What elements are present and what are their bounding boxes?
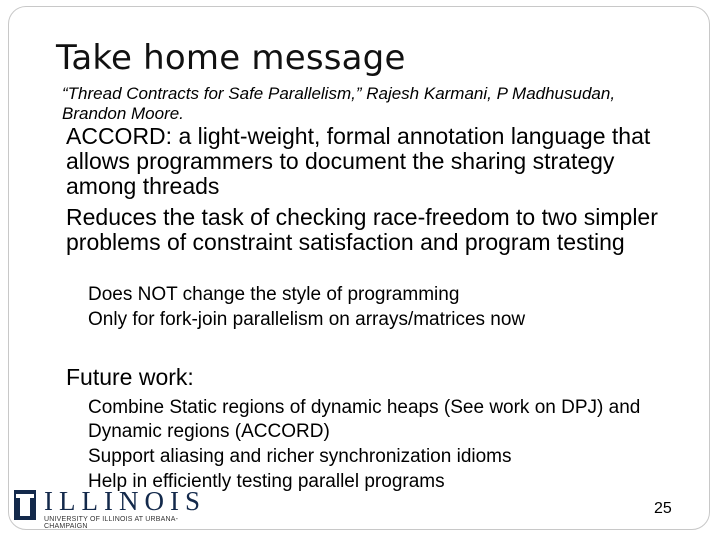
sub-bullet-text: Combine Static regions of dynamic heaps (See work on DPJ) and Dynamic regions (ACCORD) — [88, 397, 641, 442]
sub-bullet-style — [72, 283, 692, 307]
sub-bullet-combine — [72, 396, 692, 444]
page-number: 25 — [654, 500, 672, 517]
sub-bullet-text: Only for fork-join parallelism on arrays/matrices now — [88, 309, 526, 330]
bullet-accord — [50, 124, 690, 199]
bullet-text: ACCORD: a light-weight, formal annotation language that allows programmers to document the sharing strategy among threads — [66, 123, 651, 199]
sub-bullet-text: Does NOT change the style of programming — [88, 284, 460, 305]
sub-bullet-text: Support aliasing and richer synchronization idioms — [88, 446, 512, 467]
bullet-text: Reduces the task of checking race-freedom to two simpler problems of constraint satisfaction and program testing — [66, 204, 658, 255]
slide-title: Take home message — [56, 38, 406, 78]
logo-wordmark: ILLINOIS — [44, 486, 206, 516]
reference-citation: “Thread Contracts for Safe Parallelism,” Rajesh Karmani, P Madhusudan, Brandon Moore. — [62, 84, 616, 123]
sub-bullet-fork-join — [72, 308, 692, 332]
bullet-reduces — [50, 205, 690, 255]
block-i-icon — [14, 490, 36, 520]
illinois-logo — [14, 488, 204, 528]
sub-bullet-aliasing — [72, 445, 692, 469]
future-heading: Future work: — [66, 364, 194, 390]
sub-bullet-text: Help in efficiently testing parallel programs — [88, 471, 445, 492]
logo-subtitle: UNIVERSITY OF ILLINOIS AT URBANA-CHAMPAIGN — [44, 516, 179, 530]
bullet-future-work — [50, 365, 690, 390]
